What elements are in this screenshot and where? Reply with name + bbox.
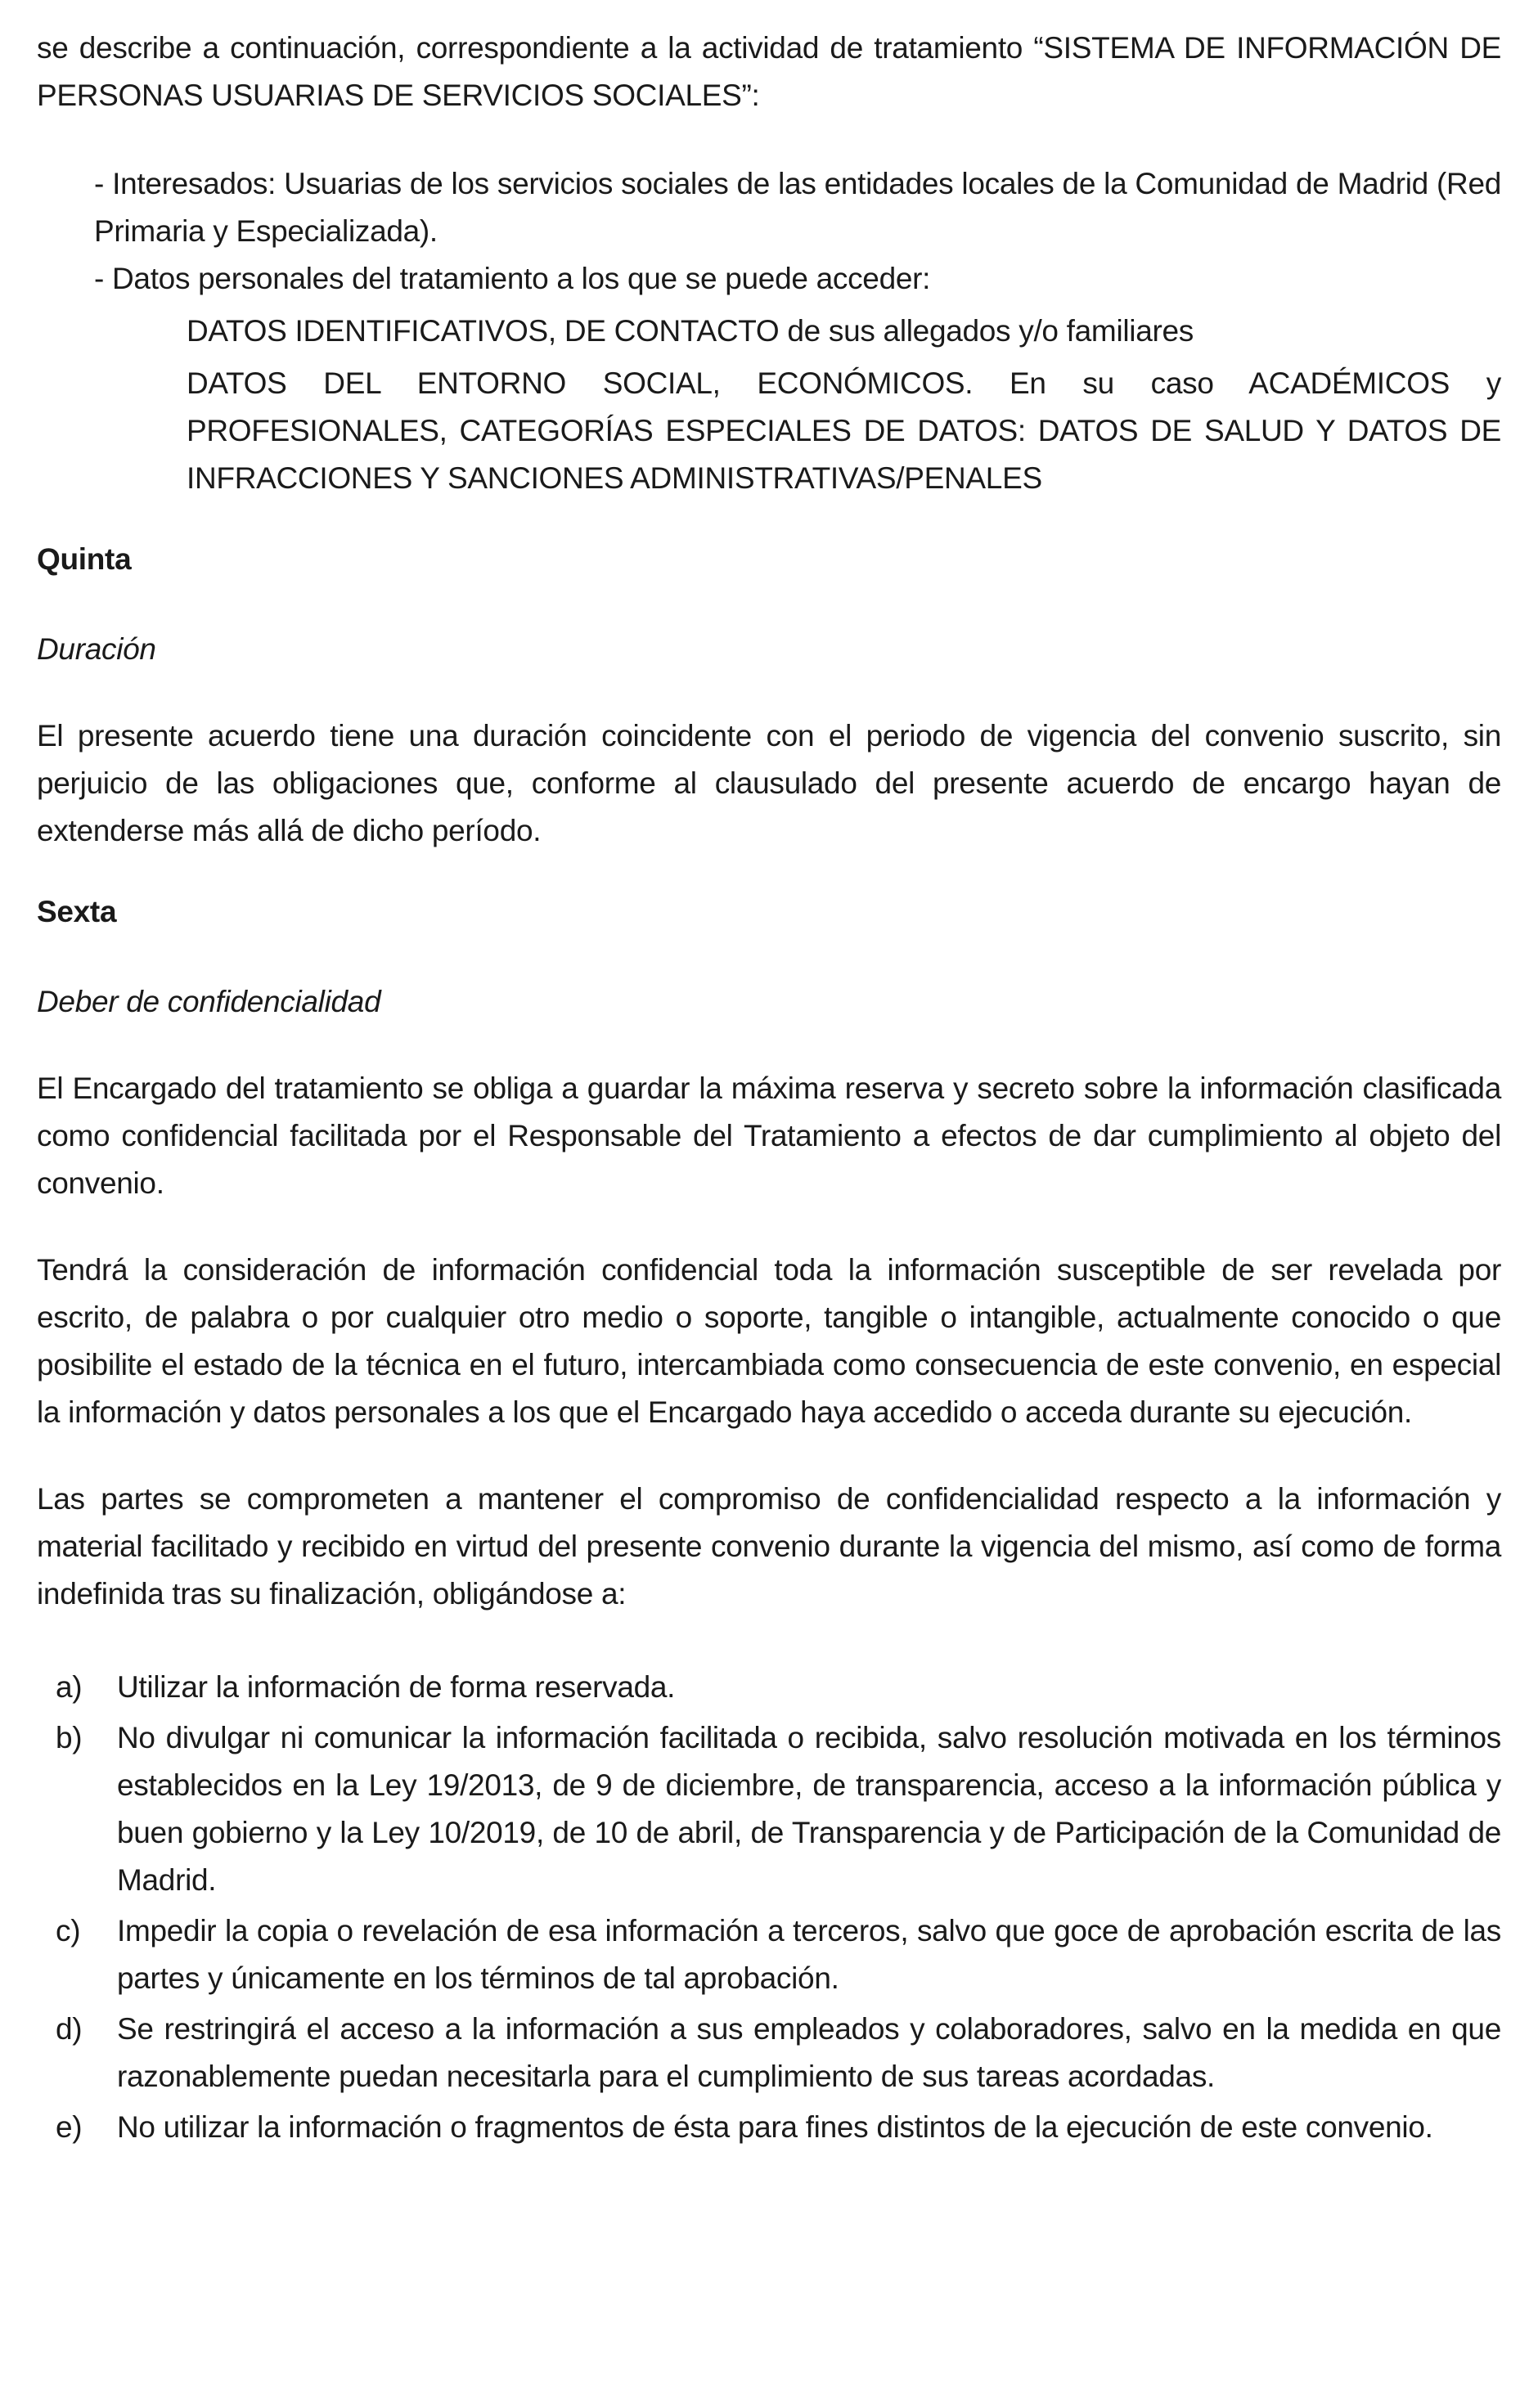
obligation-item-a — [56, 1664, 1501, 1711]
obligation-text: No utilizar la información o fragmentos de ésta para fines distintos de la ejecución de este convenio. — [117, 2110, 1433, 2144]
interested-parties-list — [94, 160, 1501, 303]
detail-datos-identificativos: DATOS IDENTIFICATIVOS, DE CONTACTO de sus allegados y/o familiares — [187, 314, 1194, 348]
obligation-item-c — [56, 1907, 1501, 2002]
intro-paragraph: se describe a continuación, correspondiente a la actividad de tratamiento “SISTEMA DE INFORMACIÓN DE PERSONAS USUARIAS DE SERVICIOS SOCIALES”: — [37, 31, 1501, 112]
bullet-item-datos-personales: - Datos personales del tratamiento a los que se puede acceder: — [94, 262, 931, 295]
section-subheading-deber-confidencialidad: Deber de confidencialidad — [37, 985, 381, 1018]
section-heading-quinta: Quinta — [37, 542, 132, 576]
obligation-text: No divulgar ni comunicar la información facilitada o recibida, salvo resolución motivada en los términos establecidos en la Ley 19/2013, de 9 de diciembre, de transparencia, acceso a la información pública y buen gobierno y la Ley 10/2019, de 10 de abril, de Transparencia y de Participación de la Comunidad de Madrid. — [117, 1721, 1501, 1897]
paragraph-informacion-confidencial: Tendrá la consideración de información confidencial toda la información susceptible de ser revelada por escrito, de palabra o por cualquier otro medio o soporte, tangible o intangible, actualmente conocido o que posibilite el estado de la técnica en el futuro, intercambiada como consecuencia de este convenio, en especial la información y datos personales a los que el Encargado haya accedido o acceda durante su ejecución. — [37, 1253, 1501, 1429]
paragraph-compromiso-confidencialidad: Las partes se comprometen a mantener el compromiso de confidencialidad respecto a la información y material facilitado y recibido en virtud del presente convenio durante la vigencia del mismo, así como de forma indefinida tras su finalización, obligándose a: — [37, 1482, 1501, 1611]
paragraph-duracion: El presente acuerdo tiene una duración coincidente con el periodo de vigencia del convenio suscrito, sin perjuicio de las obligaciones que, conforme al clausulado del presente acuerdo de encargo hayan de extenderse más allá de dicho período. — [37, 719, 1501, 847]
obligation-item-e — [56, 2104, 1501, 2151]
obligation-text: Se restringirá el acceso a la información a sus empleados y colaboradores, salvo en la medida en que razonablemente puedan necesitarla para el cumplimiento de sus tareas acordadas. — [117, 2012, 1501, 2093]
personal-data-details — [187, 308, 1501, 502]
obligation-marker: b) — [56, 1721, 83, 1754]
obligation-item-d — [56, 2006, 1501, 2100]
detail-datos-entorno: DATOS DEL ENTORNO SOCIAL, ECONÓMICOS. En su caso ACADÉMICOS y PROFESIONALES, CATEGORÍAS ESPECIALES DE DATOS: DATOS DE SALUD Y DATOS DE INFRACCIONES Y SANCIONES ADMINISTRATIVAS/PENALES — [187, 366, 1501, 495]
obligations-list — [37, 1664, 1501, 2151]
obligation-text: Impedir la copia o revelación de esa información a terceros, salvo que goce de aprobación escrita de las partes y únicamente en los términos de tal aprobación. — [117, 1914, 1501, 1995]
obligation-marker: a) — [56, 1670, 83, 1704]
obligation-text: Utilizar la información de forma reservada. — [117, 1670, 676, 1704]
obligation-marker: e) — [56, 2110, 83, 2144]
obligation-item-b — [56, 1714, 1501, 1904]
obligation-marker: c) — [56, 1914, 81, 1948]
obligation-marker: d) — [56, 2012, 83, 2046]
paragraph-encargado-reserva: El Encargado del tratamiento se obliga a guardar la máxima reserva y secreto sobre la información clasificada como confidencial facilitada por el Responsable del Tratamiento a efectos de dar cumplimiento al objeto del convenio. — [37, 1071, 1501, 1200]
section-heading-sexta: Sexta — [37, 895, 117, 928]
section-subheading-duracion: Duración — [37, 632, 156, 666]
bullet-item-interesados: - Interesados: Usuarias de los servicios sociales de las entidades locales de la Comunidad de Madrid (Red Primaria y Especializada). — [94, 167, 1501, 248]
